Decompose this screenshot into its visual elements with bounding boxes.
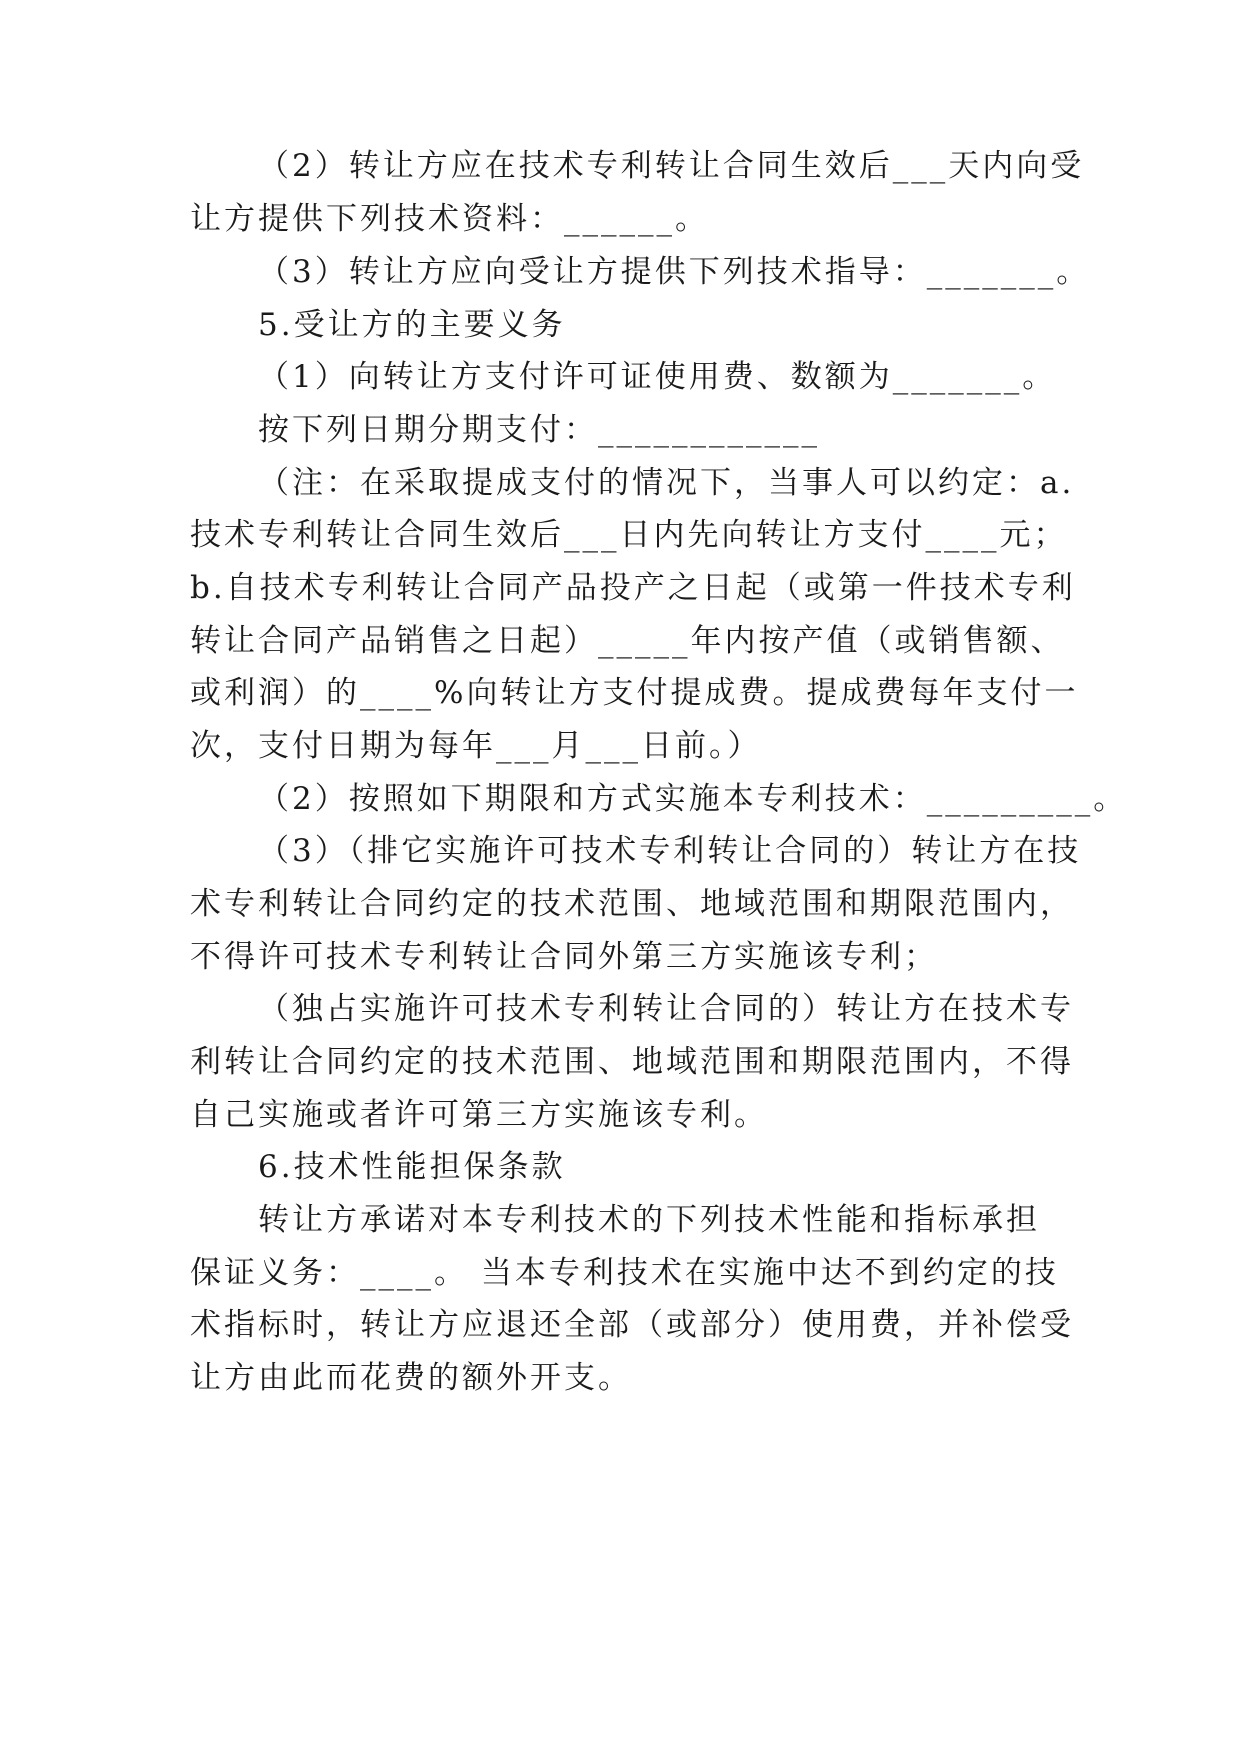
text-line: 技术专利转让合同生效后___日内先向转让方支付____元； — [190, 517, 1068, 553]
text-line: 次，支付日期为每年___月___日前。） — [190, 728, 762, 764]
text-line: 术指标时，转让方应退还全部（或部分）使用费，并补偿受 — [190, 1307, 1074, 1343]
text-line: 让方由此而花费的额外开支。 — [190, 1360, 632, 1396]
text-line: 按下列日期分期支付：____________ — [258, 412, 820, 448]
text-line: （注：在采取提成支付的情况下，当事人可以约定：a. — [258, 465, 1075, 501]
text-line: （2）按照如下期限和方式实施本专利技术：_________。 — [258, 781, 1128, 817]
text-line: 术专利转让合同约定的技术范围、地域范围和期限范围内， — [190, 886, 1074, 922]
section-heading: 6.技术性能担保条款 — [258, 1149, 566, 1185]
text-line: 自己实施或者许可第三方实施该专利。 — [190, 1097, 768, 1133]
text-line: 利转让合同约定的技术范围、地域范围和期限范围内，不得 — [190, 1044, 1074, 1080]
section-heading: 5.受让方的主要义务 — [258, 307, 566, 343]
text-line: （1）向转让方支付许可证使用费、数额为_______。 — [258, 359, 1057, 395]
text-line: 或利润）的____%向转让方支付提成费。提成费每年支付一 — [190, 675, 1079, 711]
text-line: （2）转让方应在技术专利转让合同生效后___天内向受 — [258, 148, 1085, 184]
text-line: 转让合同产品销售之日起）_____年内按产值（或销售额、 — [190, 623, 1065, 659]
text-line: 保证义务：____。 当本专利技术在实施中达不到约定的技 — [190, 1255, 1059, 1291]
text-line: 不得许可技术专利转让合同外第三方实施该专利； — [190, 939, 938, 975]
text-line: b.自技术专利转让合同产品投产之日起（或第一件技术专利 — [190, 570, 1076, 606]
text-line: （独占实施许可技术专利转让合同的）转让方在技术专 — [258, 991, 1074, 1027]
text-line: 转让方承诺对本专利技术的下列技术性能和指标承担 — [258, 1202, 1040, 1238]
text-line: 让方提供下列技术资料：______。 — [190, 201, 709, 237]
text-line: （3）转让方应向受让方提供下列技术指导：_______。 — [258, 254, 1091, 290]
text-line: （3）（排它实施许可技术专利转让合同的）转让方在技 — [258, 833, 1082, 869]
